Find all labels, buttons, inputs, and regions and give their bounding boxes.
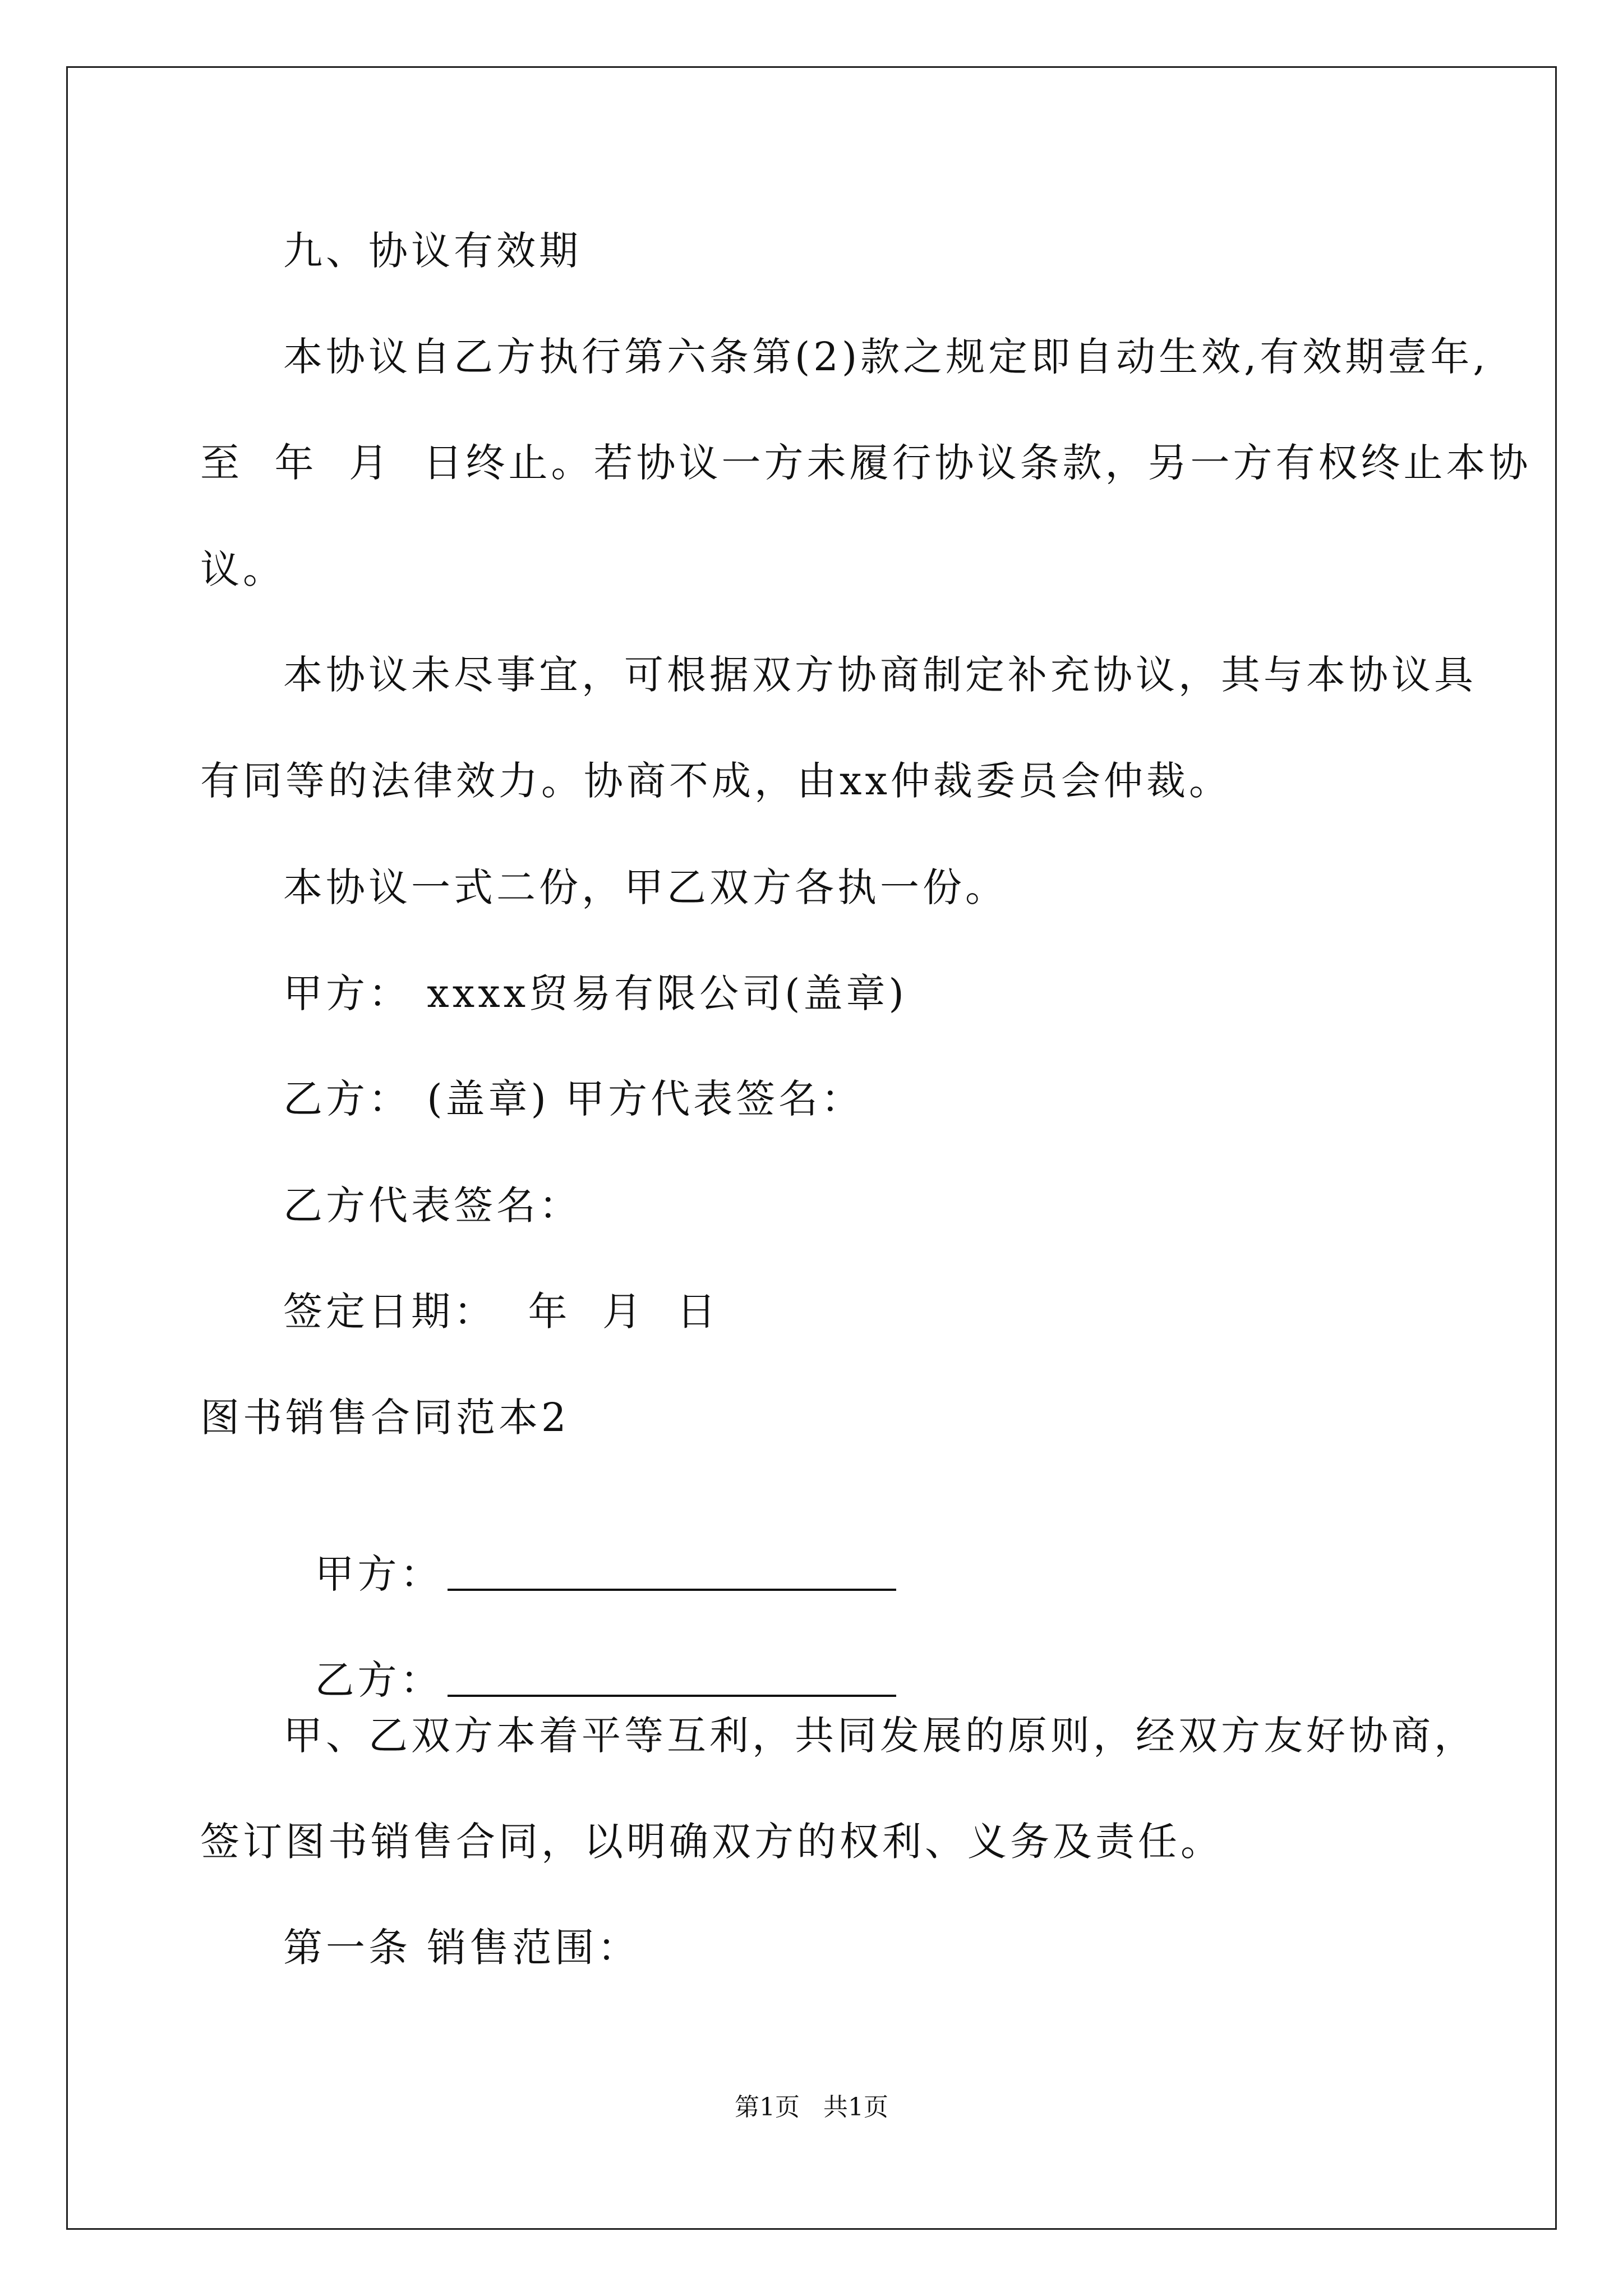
section-heading-validity: 九、协议有效期	[283, 228, 582, 274]
paragraph-line: 本协议未尽事宜，可根据双方协商制定补充协议，其与本协议具	[283, 652, 1477, 698]
paragraph-line: 本协议一式二份，甲乙双方各执一份。	[283, 864, 1008, 910]
article-heading: 第一条 销售范围：	[283, 1925, 640, 1971]
paragraph-line: 至 年 月 日终止。若协议一方未履行协议条款，另一方有权终止本协	[200, 440, 1532, 486]
paragraph-line: 签订图书销售合同，以明确双方的权利、义务及责任。	[200, 1819, 1223, 1865]
party-b-blank	[448, 1655, 896, 1697]
paragraph-line: 甲、乙双方本着平等互利，共同发展的原则，经双方友好协商，	[283, 1713, 1477, 1759]
party-b-label: 乙方：	[315, 1657, 443, 1703]
party-a-line: 甲方： xxxx贸易有限公司(盖章)	[283, 970, 907, 1016]
party-b-field	[283, 1604, 896, 1705]
contract-title: 图书销售合同范本2	[200, 1395, 570, 1441]
party-a-label: 甲方：	[315, 1551, 443, 1597]
party-b-signature-line: 乙方代表签名：	[283, 1182, 582, 1228]
page-number-footer: 第1页 共1页	[735, 2093, 888, 2122]
party-a-blank	[448, 1549, 896, 1591]
party-a-field	[283, 1498, 896, 1599]
signing-date-line: 签定日期： 年 月 日	[283, 1289, 720, 1335]
page-border	[66, 66, 1557, 2230]
paragraph-line: 有同等的法律效力。协商不成，由xx仲裁委员会仲裁。	[200, 758, 1232, 804]
paragraph-line: 议。	[200, 546, 285, 592]
paragraph-line: 本协议自乙方执行第六条第(2)款之规定即自动生效,有效期壹年,	[283, 334, 1489, 380]
party-b-line: 乙方： (盖章) 甲方代表签名：	[283, 1076, 864, 1122]
